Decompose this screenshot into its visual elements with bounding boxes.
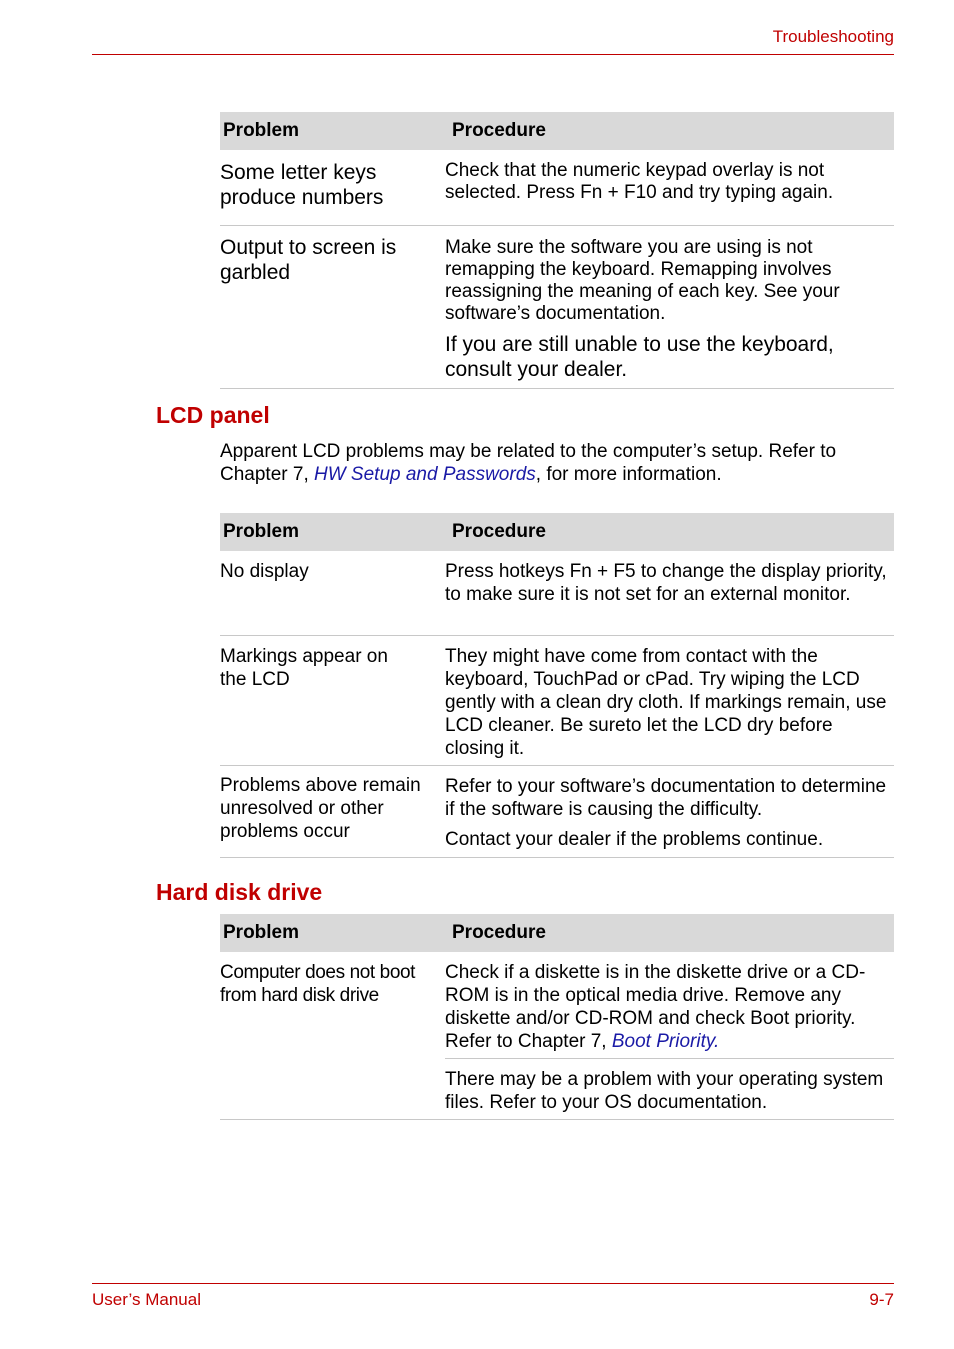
procedure-cell: Refer to your software’s documentation to determine if the software is causing the difficulty. [445,776,887,820]
table-row [220,150,894,226]
procedure-cell: Press hotkeys Fn + F5 to change the display priority, to make sure it is not set for an external monitor. [445,561,887,605]
table-header-row [220,914,894,952]
procedure-cell: They might have come from contact with the keyboard, TouchPad or cPad. Try wiping the LCD gently with a clean dry cloth. If markings remain, use LCD cleaner. Be sureto let the LCD dry before closing it. [445,646,887,759]
footer-manual-title: User’s Manual [92,1290,201,1309]
problem-cell: Computer does not boot from hard disk drive [220,962,416,1006]
lcd-intro-paragraph [220,440,894,486]
procedure-cell: There may be a problem with your operating system files. Refer to your OS documentation. [445,1069,884,1113]
problem-cell: Markings appear on the LCD [220,646,388,690]
column-header-problem: Problem [220,513,445,551]
header-rule [92,54,894,55]
table-row [220,952,894,1059]
problem-cell: No display [220,561,309,582]
table-row [220,636,894,766]
problem-cell: Output to screen is garbled [220,236,397,284]
procedure-note: Contact your dealer if the problems continue. [445,829,824,850]
column-header-procedure: Procedure [445,914,894,952]
lcd-problem-table [220,513,894,858]
footer-page-number: 9-7 [869,1290,894,1309]
procedure-note: If you are still unable to use the keyboard, consult your dealer. [445,333,834,381]
section-heading-lcd-panel: LCD panel [156,402,270,428]
table-header-row [220,112,894,150]
problem-cell: Problems above remain unresolved or other problems occur [220,775,421,842]
procedure-text: Check if a diskette is in the diskette drive or a CD-ROM is in the optical media drive. Remove any diskette and/or CD-ROM and check Boot priority. Refer to Chapter 7, [445,962,866,1052]
keyboard-problem-table [220,112,894,389]
column-header-problem: Problem [220,112,445,150]
column-header-procedure: Procedure [445,513,894,551]
footer-rule [92,1283,894,1284]
table-row [220,766,894,858]
table-row [220,226,894,389]
lcd-intro-text-end: , for more information. [535,464,722,485]
running-header: Troubleshooting [772,27,894,46]
section-heading-hard-disk-drive: Hard disk drive [156,879,323,905]
boot-priority-link[interactable]: Boot Priority. [611,1031,720,1052]
lcd-intro-text: Apparent LCD problems may be related to the computer’s setup. Refer to Chapter 7, [220,441,837,485]
procedure-cell: Check that the numeric keypad overlay is not selected. Press Fn + F10 and try typing again. [445,160,834,203]
column-header-procedure: Procedure [445,112,894,150]
procedure-cell: Make sure the software you are using is not remapping the keyboard. Remapping involves reassigning the meaning of each key. See your software’s documentation. [445,237,840,324]
table-row [220,551,894,636]
hdd-problem-table [220,914,894,1120]
problem-cell: Some letter keys produce numbers [220,161,384,209]
table-header-row [220,513,894,551]
procedure-cell [445,961,894,1053]
hw-setup-link[interactable]: HW Setup and Passwords [314,464,536,485]
column-header-problem: Problem [220,914,445,952]
